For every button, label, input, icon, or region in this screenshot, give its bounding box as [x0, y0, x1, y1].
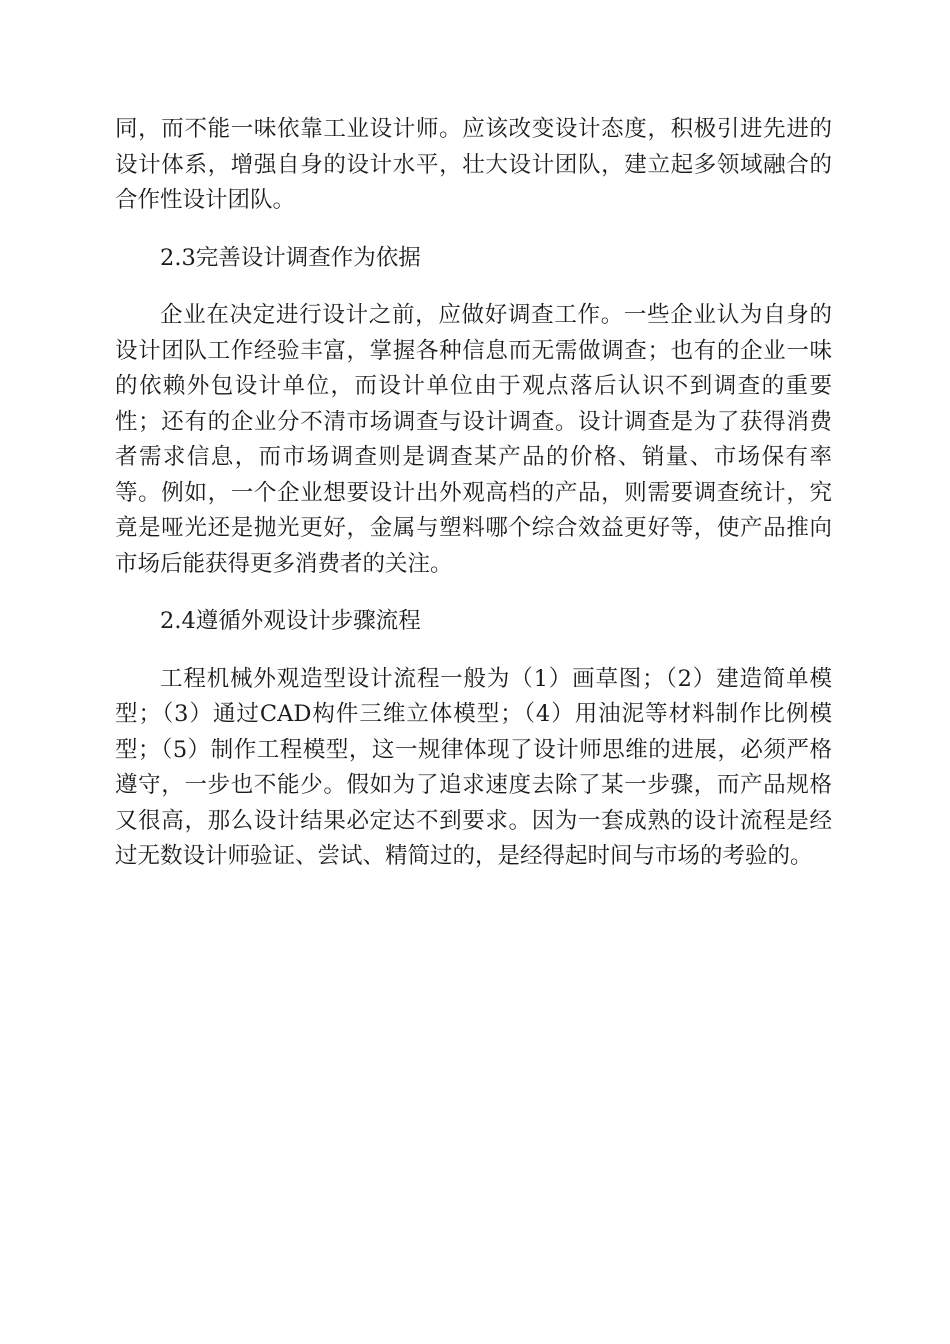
- paragraph-design-process: 工程机械外观造型设计流程一般为（1）画草图；（2）建造简单模型；（3）通过CAD构件三维立体模型；（4）用油泥等材料制作比例模型；（5）制作工程模型，这一规律体现了设计师思维的进展，必须严格遵守，一步也不能少。假如为了追求速度去除了某一步骤，而产品规格又很高，那么设计结果必定达不到要求。因为一套成熟的设计流程是经过无数设计师验证、尝试、精简过的，是经得起时间与市场的考验的。: [115, 665, 832, 869]
- section-heading-2-4: 2.4遵循外观设计步骤流程: [160, 608, 421, 634]
- document-body: [115, 112, 832, 875]
- paragraph-continuation: 同，而不能一味依靠工业设计师。应该改变设计态度，积极引进先进的设计体系，增强自身的设计水平，壮大设计团队，建立起多领域融合的合作性设计团队。: [115, 116, 832, 213]
- section-heading-2-3: 2.3完善设计调查作为依据: [160, 244, 421, 271]
- paragraph-design-survey: 企业在决定进行设计之前，应做好调查工作。一些企业认为自身的设计团队工作经验丰富，掌握各种信息而无需做调查；也有的企业一味的依赖外包设计单位，而设计单位由于观点落后认识不到调查的重要性；还有的企业分不清市场调查与设计调查。设计调查是为了获得消费者需求信息，而市场调查则是调查某产品的价格、销量、市场保有率等。例如，一个企业想要设计出外观高档的产品，则需要调查统计，究竟是哑光还是抛光更好，金属与塑料哪个综合效益更好等，使产品推向市场后能获得更多消费者的关注。: [115, 302, 832, 577]
